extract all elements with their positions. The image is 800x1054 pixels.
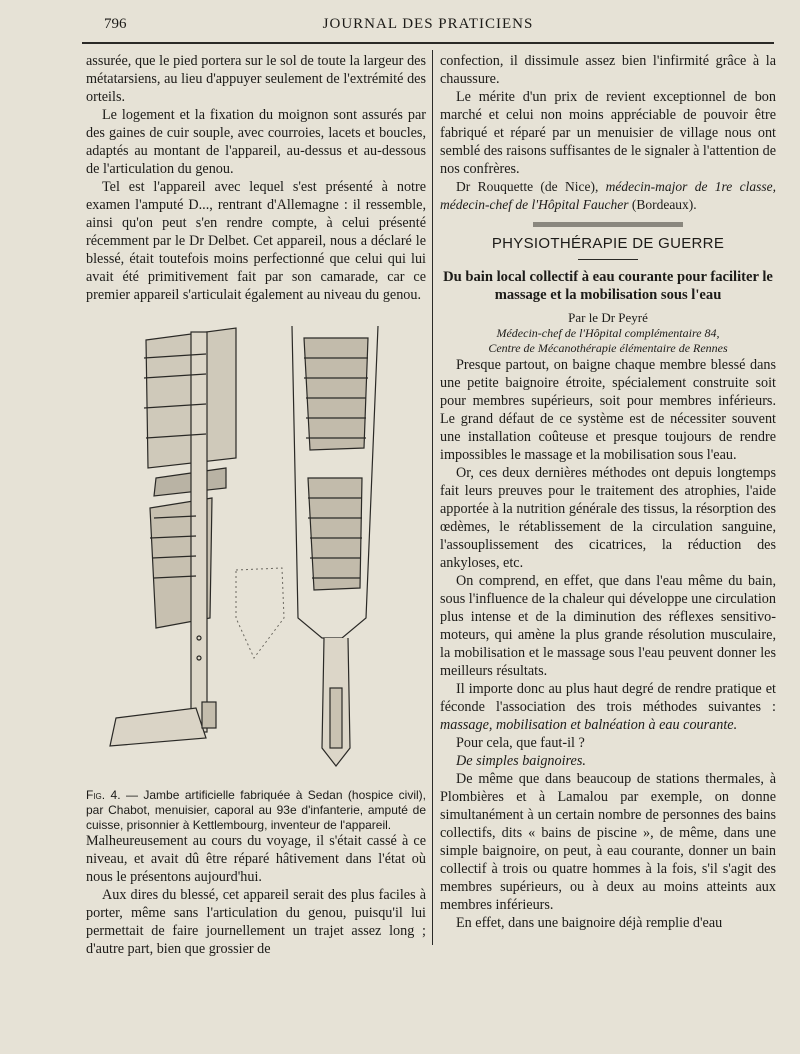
section-title: PHYSIOTHÉRAPIE DE GUERRE	[491, 235, 725, 252]
right-paragraph-2: Le mérite d'un prix de revient exceptionnel de bon marché et celui non moins appréciable de pouvoir être fabriqué et réparé par un menuisier de village nous ont semblé des raisons suffisantes de le signaler à l'attention de nos confrères.	[440, 89, 777, 177]
right-paragraph-3: Presque partout, on baigne chaque membre blessé dans une petite baignoire étroite, spécialement construite soit pour membres supérieurs, soit pour membres inférieurs. Le grand défaut de ce système est de nécessiter souvent une installation coûteuse et presque toujours de rendre impossibles le massage et la mobilisation sous l'eau.	[440, 357, 776, 463]
right-paragraph-7: Pour cela, que faut-il ?	[456, 735, 585, 751]
signature-name: Dr Rouquette (de Nice),	[456, 179, 599, 194]
signature-place: (Bordeaux).	[631, 197, 697, 212]
figure-caption	[86, 788, 426, 833]
left-column-top	[86, 52, 426, 304]
caption-text: — Jambe artificielle fabriquée à Sedan (hospice civil), par Chabot, menuisier, caporal au 93e d'infanterie, amputé de cuisse, prisonnier à Kettlembourg, inventeur de l'appareil.	[86, 788, 427, 832]
author-affiliation-1: Médecin-chef de l'Hôpital complémentaire 84,	[496, 326, 720, 340]
signature-role: médecin-major de 1re classe, médecin-chef de l'Hôpital Faucher	[440, 179, 776, 212]
section-separator	[533, 222, 683, 227]
header-rule	[82, 42, 774, 44]
right-column	[440, 52, 776, 932]
leg-side-view	[110, 328, 236, 746]
signature	[440, 178, 776, 214]
right-paragraph-1: confection, il dissimule assez bien l'infirmité grâce à la chaussure.	[440, 53, 776, 87]
article-byline: Par le Dr Peyré	[568, 310, 648, 325]
right-paragraph-4: Or, ces deux dernières méthodes ont depuis longtemps fait leurs preuves pour le traitement des atrophies, l'aide apportée à la nutrition générale des tissus, la résorption des œdèmes, le rétablissement de la circulation sanguine, l'assouplissement des cicatrices, la réduction des ankyloses, etc.	[440, 465, 776, 571]
page-header	[82, 14, 774, 38]
author-affiliation-2: Centre de Mécanothérapie élémentaire de Rennes	[488, 341, 728, 355]
column-divider	[432, 50, 433, 945]
prosthetic-leg-figure	[86, 318, 426, 780]
left-column-bottom	[86, 832, 426, 958]
right-paragraph-6	[440, 680, 776, 734]
right-paragraph-6-text: Il importe donc au plus haut degré de rendre pratique et féconde l'association des trois méthodes suivantes :	[440, 681, 776, 715]
left-paragraph-3: Tel est l'appareil avec lequel s'est présenté à notre examen l'amputé D..., rentrant d'Allemagne : il ressemble, ainsi qu'on peut s'en rendre compte, à celui présenté récemment par le Dr Delbet. Cet appareil, nous a déclaré le blessé, était toutefois moins perfectionné que celui qui lui avait été primitivement fait par son camarade, car ce premier appareil s'articulait également au niveau du genou.	[86, 179, 426, 303]
right-paragraph-8: De simples baignoires.	[456, 753, 586, 769]
right-paragraph-5: On comprend, en effet, que dans l'eau même du bain, sous l'influence de la chaleur qui développe une circulation plus intense et de la diminution des réflexes sensitivo-moteurs, qui amène la plus grande résolution musculaire, la mobilisation et le massage sous l'eau peuvent donner les meilleurs résultats.	[440, 573, 776, 679]
journal-title: JOURNAL DES PRATICIENS	[322, 16, 534, 32]
right-paragraph-10: En effet, dans une baignoire déjà remplie d'eau	[456, 915, 723, 931]
leg-front-view	[292, 326, 378, 766]
right-paragraph-9: De même que dans beaucoup de stations thermales, à Plombières et à Lamalou par exemple, on donne simultanément à un certain nombre de personnes des bains collectifs, dits « bains de piscine », de même, dans une simple baignoire, on peut, à eau courante, donner un bain collectif à trois ou quatre hommes à la fois, s'il s'agit des membres supérieurs, ou à deux au moins atteints aux membres inférieurs.	[440, 771, 776, 913]
caption-label: Fig. 4.	[86, 788, 121, 802]
article-title: Du bain local collectif à eau courante pour faciliter le massage et la mobilisation sous l'eau	[443, 269, 773, 303]
section-title-rule	[578, 259, 638, 260]
left-paragraph-5: Aux dires du blessé, cet appareil serait des plus faciles à porter, même sans l'articulation du genou, puisqu'il lui permettait de faire journellement un trajet assez long ; d'autre part, bien que grossier de	[86, 887, 426, 957]
right-paragraph-6-methods: massage, mobilisation et balnéation à eau courante.	[440, 717, 738, 733]
left-paragraph-2: Le logement et la fixation du moignon sont assurés par des gaines de cuir souple, avec courroies, lacets et boucles, adaptés au montant de l'appareil, au-dessus et au-dessous de l'articulation du genou.	[86, 107, 426, 177]
knee-detail-sketch	[236, 568, 284, 658]
left-paragraph-4: Malheureusement au cours du voyage, il s'était cassé à ce niveau, et avait dû être réparé hâtivement dans l'état où nous le présentons aujourd'hui.	[86, 833, 426, 885]
left-paragraph-1: assurée, que le pied portera sur le sol de toute la largeur des métatarsiens, au lieu d'appuyer seulement de l'extrémité des orteils.	[86, 53, 426, 105]
page-number: 796	[104, 16, 127, 32]
